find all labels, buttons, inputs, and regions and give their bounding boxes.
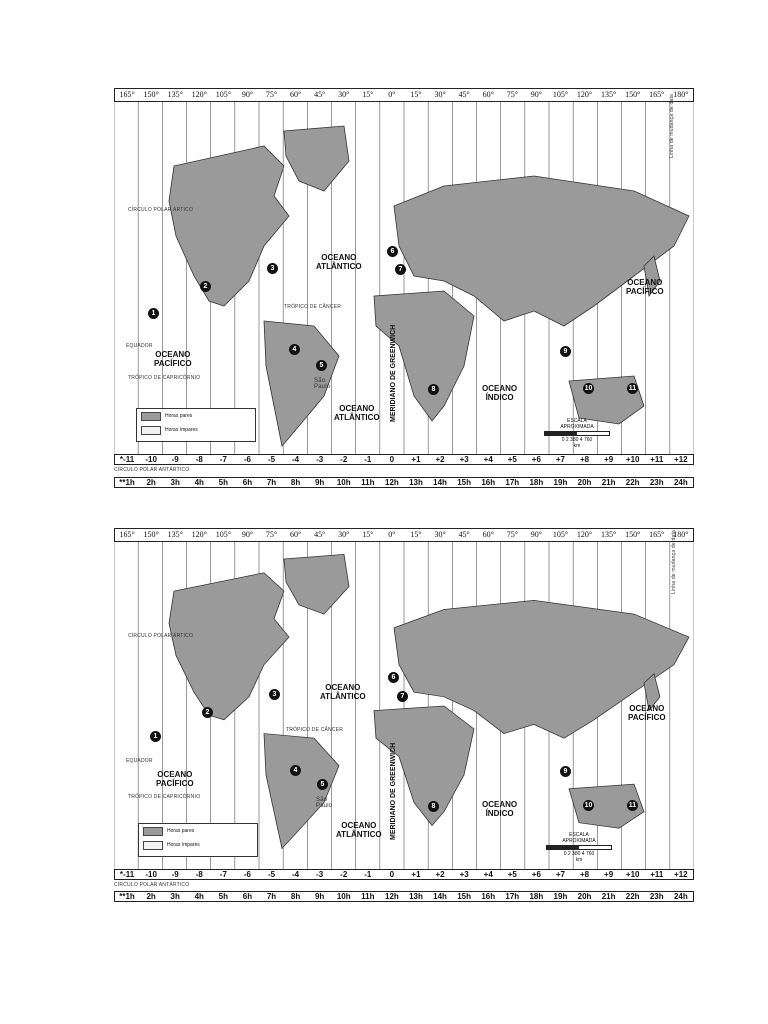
- timezone-offset-13: +2: [435, 455, 445, 464]
- marker-11: 11: [628, 802, 637, 809]
- marker-8: 8: [428, 801, 439, 812]
- ocean-indian: OCEANO ÍNDICO: [482, 384, 518, 402]
- arctic-circle-label: CÍRCULO POLAR ÁRTICO: [128, 633, 194, 639]
- hour-label-16: 17h: [505, 892, 520, 901]
- hour-label-15: 16h: [481, 478, 496, 487]
- timezone-offset-18: +7: [555, 455, 565, 464]
- timezone-offset-12: +1: [411, 455, 421, 464]
- scale-unit: km: [573, 443, 581, 449]
- timezone-offset-17: +6: [531, 870, 541, 879]
- timezone-offset-22: +11: [650, 870, 664, 879]
- timezone-offset-14: +3: [459, 870, 469, 879]
- equator-label: EQUADOR: [126, 343, 153, 349]
- ocean-atlantic-south: OCEANO ATLÂNTICO: [336, 821, 382, 839]
- map-legend: [136, 408, 256, 442]
- ocean-atlantic-north: OCEANO ATLÂNTICO: [316, 253, 362, 271]
- longitude-label-10: 15°: [362, 530, 374, 539]
- longitude-label-12: 15°: [410, 90, 422, 99]
- longitude-label-9: 30°: [338, 90, 350, 99]
- timezone-offset-23: +12: [674, 870, 688, 879]
- timezone-offset-19: +8: [579, 870, 590, 879]
- hour-label-9: 10h: [336, 478, 351, 487]
- longitude-label-16: 75°: [506, 90, 518, 99]
- marker-3: 3: [267, 263, 278, 274]
- hour-label-8: 9h: [314, 478, 325, 487]
- hour-label-19: 20h: [577, 892, 592, 901]
- legend-even: [137, 409, 255, 423]
- odd-swatch: [141, 426, 161, 435]
- timezone-offset-11: 0: [389, 870, 395, 879]
- hour-label-5: 6h: [242, 478, 253, 487]
- timezone-offset-21: +10: [625, 455, 640, 464]
- marker-3: 3: [269, 689, 280, 700]
- time-zone-map-top: [114, 88, 694, 495]
- longitude-label-20: 135°: [601, 90, 617, 99]
- hour-label-3: 4h: [194, 892, 204, 901]
- sao-paulo-label: São Paulo: [314, 378, 331, 390]
- longitude-label-6: 75°: [265, 90, 278, 99]
- hour-label-13: 14h: [433, 478, 447, 487]
- timezone-offset-23: +12: [674, 455, 688, 464]
- marker-4: 4: [289, 344, 300, 355]
- marker-10: 10: [584, 802, 593, 809]
- longitude-label-3: 120°: [191, 530, 207, 539]
- longitude-row: [114, 528, 694, 542]
- hour-label-21: 22h: [625, 478, 640, 487]
- longitude-label-0: 165°: [119, 530, 135, 539]
- hour-label-6: 7h: [266, 892, 277, 901]
- hour-label-11: 12h: [385, 892, 399, 901]
- arctic-circle-label: CÍRCULO POLAR ÁRTICO: [128, 207, 194, 213]
- timezone-offset-7: -4: [292, 455, 300, 464]
- timezone-offset-4: -7: [219, 455, 227, 464]
- marker-9: 9: [560, 766, 571, 777]
- longitude-row: [114, 88, 694, 102]
- time-zone-map-bottom: [114, 528, 694, 902]
- marker-8: 8: [428, 384, 439, 395]
- longitude-label-3: 120°: [191, 90, 207, 99]
- longitude-label-21: 150°: [625, 530, 641, 539]
- hour-label-4: 5h: [218, 478, 229, 487]
- greenwich-meridian-label: MERIDIANO DE GREENWICH: [390, 324, 397, 422]
- scale-unit: km: [575, 857, 583, 863]
- legend-odd: [139, 838, 257, 852]
- tropic-cancer-label: TRÓPICO DE CÂNCER: [286, 727, 344, 733]
- timezone-offset-3: -8: [195, 455, 203, 464]
- longitude-label-11: 0°: [388, 530, 396, 539]
- marker-7: 7: [397, 691, 408, 702]
- longitude-label-19: 120°: [576, 530, 593, 539]
- timezone-offset-15: +4: [483, 455, 493, 464]
- longitude-label-2: 135°: [167, 90, 183, 99]
- timezone-offset-16: +5: [507, 455, 517, 464]
- longitude-label-9: 30°: [338, 530, 350, 539]
- longitude-label-21: 150°: [625, 90, 641, 99]
- marker-1: 1: [150, 731, 161, 742]
- timezone-offset-6: -5: [267, 870, 276, 879]
- ocean-pacific-east: OCEANO PACÍFICO: [628, 704, 666, 722]
- longitude-label-15: 60°: [482, 530, 494, 539]
- hour-label-21: 22h: [625, 892, 640, 901]
- timezone-offset-5: -6: [243, 870, 251, 879]
- timezone-offset-4: -7: [219, 870, 227, 879]
- longitude-label-0: 165°: [119, 90, 135, 99]
- longitude-label-17: 90°: [530, 90, 542, 99]
- timezone-offset-13: +2: [435, 870, 445, 879]
- hour-label-18: 19h: [553, 892, 568, 901]
- ocean-pacific-east: OCEANO PACÍFICO: [626, 278, 664, 296]
- longitude-label-22: 165°: [649, 530, 665, 539]
- marker-9: 9: [560, 346, 571, 357]
- longitude-label-23: 180°: [673, 90, 689, 99]
- longitude-label-22: 165°: [649, 90, 665, 99]
- map-legend: [138, 823, 258, 857]
- timezone-offset-9: -2: [340, 455, 348, 464]
- marker-4: 4: [290, 765, 301, 776]
- hour-label-10: 11h: [361, 892, 375, 901]
- marker-2: 2: [200, 281, 211, 292]
- hour-label-17: 18h: [529, 478, 544, 487]
- landmass-4: [374, 706, 474, 825]
- hour-label-20: 21h: [601, 892, 616, 901]
- greenwich-meridian-label: MERIDIANO DE GREENWICH: [390, 742, 397, 840]
- tropic-capricorn-label: TRÓPICO DE CAPRICÓRNIO: [128, 375, 201, 381]
- longitude-label-5: 90°: [241, 90, 254, 99]
- sao-paulo-label: São Paulo: [316, 797, 333, 809]
- timezone-offset-20: +9: [604, 870, 614, 879]
- hour-label-4: 5h: [218, 892, 229, 901]
- timezone-offset-2: -9: [171, 455, 179, 464]
- hour-label-11: 12h: [385, 478, 399, 487]
- longitude-label-6: 75°: [265, 530, 278, 539]
- landmass-1: [284, 554, 349, 614]
- timezone-offset-7: -4: [292, 870, 300, 879]
- equator-label: EQUADOR: [126, 758, 153, 764]
- longitude-label-4: 105°: [215, 90, 231, 99]
- hour-label-17: 18h: [529, 892, 544, 901]
- tropic-cancer-label: TRÓPICO DE CÂNCER: [284, 304, 342, 310]
- antarctic-circle-label: CÍRCULO POLAR ANTÁRTICO: [114, 467, 190, 473]
- longitude-label-11: 0°: [388, 90, 396, 99]
- marker-6: 6: [388, 672, 399, 683]
- timezone-offset-18: +7: [555, 870, 565, 879]
- hour-label-8: 9h: [314, 892, 325, 901]
- longitude-label-14: 45°: [458, 90, 470, 99]
- hour-label-1: 2h: [146, 478, 156, 487]
- scale-bar: [544, 431, 610, 436]
- timezone-offsets-row: [114, 869, 694, 880]
- timezone-offset-14: +3: [459, 455, 469, 464]
- landmass-0: [169, 146, 289, 306]
- even-swatch: [143, 827, 163, 836]
- odd-swatch: [143, 841, 163, 850]
- longitude-label-23: 180°: [673, 530, 689, 539]
- longitude-label-13: 30°: [434, 530, 446, 539]
- ocean-indian: OCEANO ÍNDICO: [482, 800, 518, 818]
- longitude-label-12: 15°: [410, 530, 422, 539]
- timezone-offset-1: -10: [145, 455, 157, 464]
- timezone-offset-1: -10: [145, 870, 157, 879]
- hour-label-23: 24h: [673, 478, 688, 487]
- hour-label-18: 19h: [553, 478, 568, 487]
- longitude-label-13: 30°: [434, 90, 446, 99]
- legend-odd-label: Horas ímpares: [167, 842, 200, 848]
- hour-label-2: 3h: [170, 892, 180, 901]
- longitude-label-5: 90°: [241, 530, 254, 539]
- timezone-offset-9: -2: [340, 870, 348, 879]
- timezone-offset-8: -3: [316, 870, 324, 879]
- scale-values: 0 2 380 4 760: [563, 851, 595, 857]
- hour-label-5: 6h: [242, 892, 253, 901]
- ocean-atlantic-north: OCEANO ATLÂNTICO: [320, 683, 366, 701]
- hour-label-22: 23h: [649, 892, 664, 901]
- hour-label-7: 8h: [290, 892, 301, 901]
- marker-7: 7: [395, 264, 406, 275]
- hour-label-0: **1h: [119, 892, 135, 901]
- marker-6: 6: [387, 246, 398, 257]
- scale-values: 0 2 380 4 760: [561, 437, 593, 443]
- hour-label-14: 15h: [457, 892, 472, 901]
- timezone-offset-5: -6: [243, 455, 251, 464]
- timezone-offset-16: +5: [507, 870, 517, 879]
- hour-label-10: 11h: [361, 478, 375, 487]
- marker-2: 2: [202, 707, 213, 718]
- hour-label-13: 14h: [433, 892, 447, 901]
- longitude-label-8: 45°: [314, 530, 326, 539]
- longitude-label-8: 45°: [314, 90, 326, 99]
- legend-even-label: Horas pares: [167, 828, 195, 834]
- hour-label-12: 13h: [409, 478, 423, 487]
- legend-even: [139, 824, 257, 838]
- longitude-label-1: 150°: [143, 90, 159, 99]
- timezone-offset-21: +10: [625, 870, 640, 879]
- longitude-label-10: 15°: [362, 90, 374, 99]
- longitude-label-18: 105°: [552, 90, 569, 99]
- date-line-label: Linha de mudança de data: [671, 529, 677, 594]
- landmass-2: [264, 734, 339, 849]
- longitude-label-7: 60°: [289, 530, 302, 539]
- scale-bar: [546, 845, 612, 850]
- longitude-label-19: 120°: [576, 90, 593, 99]
- longitude-label-14: 45°: [458, 530, 470, 539]
- timezone-offset-15: +4: [483, 870, 493, 879]
- hour-label-19: 20h: [577, 478, 592, 487]
- marker-11: 11: [628, 385, 637, 392]
- longitude-label-15: 60°: [482, 90, 494, 99]
- marker-5: 5: [316, 360, 327, 371]
- timezone-offset-8: -3: [316, 455, 324, 464]
- hour-label-16: 17h: [505, 478, 520, 487]
- timezone-offset-0: *-11: [119, 870, 135, 879]
- ocean-atlantic-south: OCEANO ATLÂNTICO: [334, 404, 380, 422]
- longitude-label-17: 90°: [530, 530, 542, 539]
- legend-even-label: Horas pares: [165, 413, 193, 419]
- longitude-label-1: 150°: [143, 530, 159, 539]
- hour-label-6: 7h: [266, 478, 277, 487]
- timezone-offsets-row: [114, 454, 694, 465]
- timezone-offset-22: +11: [650, 455, 664, 464]
- longitude-label-16: 75°: [506, 530, 518, 539]
- hour-label-12: 13h: [409, 892, 423, 901]
- timezone-offset-11: 0: [389, 455, 395, 464]
- marker-1: 1: [148, 308, 159, 319]
- longitude-label-2: 135°: [167, 530, 183, 539]
- even-swatch: [141, 412, 161, 421]
- hour-label-3: 4h: [194, 478, 204, 487]
- landmass-4: [374, 291, 474, 421]
- longitude-label-7: 60°: [289, 90, 302, 99]
- marker-10: 10: [584, 385, 593, 392]
- timezone-offset-17: +6: [531, 455, 541, 464]
- hour-label-22: 23h: [649, 478, 664, 487]
- hour-label-7: 8h: [290, 478, 301, 487]
- landmass-1: [284, 126, 349, 191]
- timezone-offset-10: -1: [364, 870, 372, 879]
- hour-label-23: 24h: [673, 892, 688, 901]
- map-scale: [544, 418, 610, 449]
- timezone-offset-2: -9: [171, 870, 179, 879]
- timezone-offset-20: +9: [604, 455, 614, 464]
- tropic-capricorn-label: TRÓPICO DE CAPRICÓRNIO: [128, 794, 201, 800]
- hour-label-20: 21h: [601, 478, 616, 487]
- longitude-label-4: 105°: [215, 530, 231, 539]
- timezone-offset-6: -5: [267, 455, 276, 464]
- longitude-label-20: 135°: [601, 530, 617, 539]
- date-line-label: Linha de mudança de data: [669, 93, 675, 158]
- timezone-offset-12: +1: [411, 870, 421, 879]
- hour-label-0: **1h: [119, 478, 135, 487]
- hour-label-14: 15h: [457, 478, 472, 487]
- hour-label-1: 2h: [146, 892, 156, 901]
- longitude-label-18: 105°: [552, 530, 569, 539]
- timezone-offset-19: +8: [579, 455, 590, 464]
- hour-label-15: 16h: [481, 892, 496, 901]
- marker-5: 5: [317, 779, 328, 790]
- timezone-offset-3: -8: [195, 870, 203, 879]
- scale-title: ESCALA APROXIMADA: [560, 418, 594, 430]
- timezone-offset-0: *-11: [119, 455, 135, 464]
- ocean-pacific-west: OCEANO PACÍFICO: [154, 350, 192, 368]
- hour-label-2: 3h: [170, 478, 180, 487]
- legend-odd-label: Horas ímpares: [165, 427, 198, 433]
- timezone-offset-10: -1: [364, 455, 372, 464]
- hours-row: [114, 477, 694, 488]
- map-scale: [546, 832, 612, 863]
- legend-odd: [137, 423, 255, 437]
- hour-label-9: 10h: [336, 892, 351, 901]
- ocean-pacific-west: OCEANO PACÍFICO: [156, 770, 194, 788]
- antarctic-circle-label: CÍRCULO POLAR ANTÁRTICO: [114, 882, 190, 888]
- scale-title: ESCALA APROXIMADA: [562, 832, 596, 844]
- hours-row: [114, 891, 694, 902]
